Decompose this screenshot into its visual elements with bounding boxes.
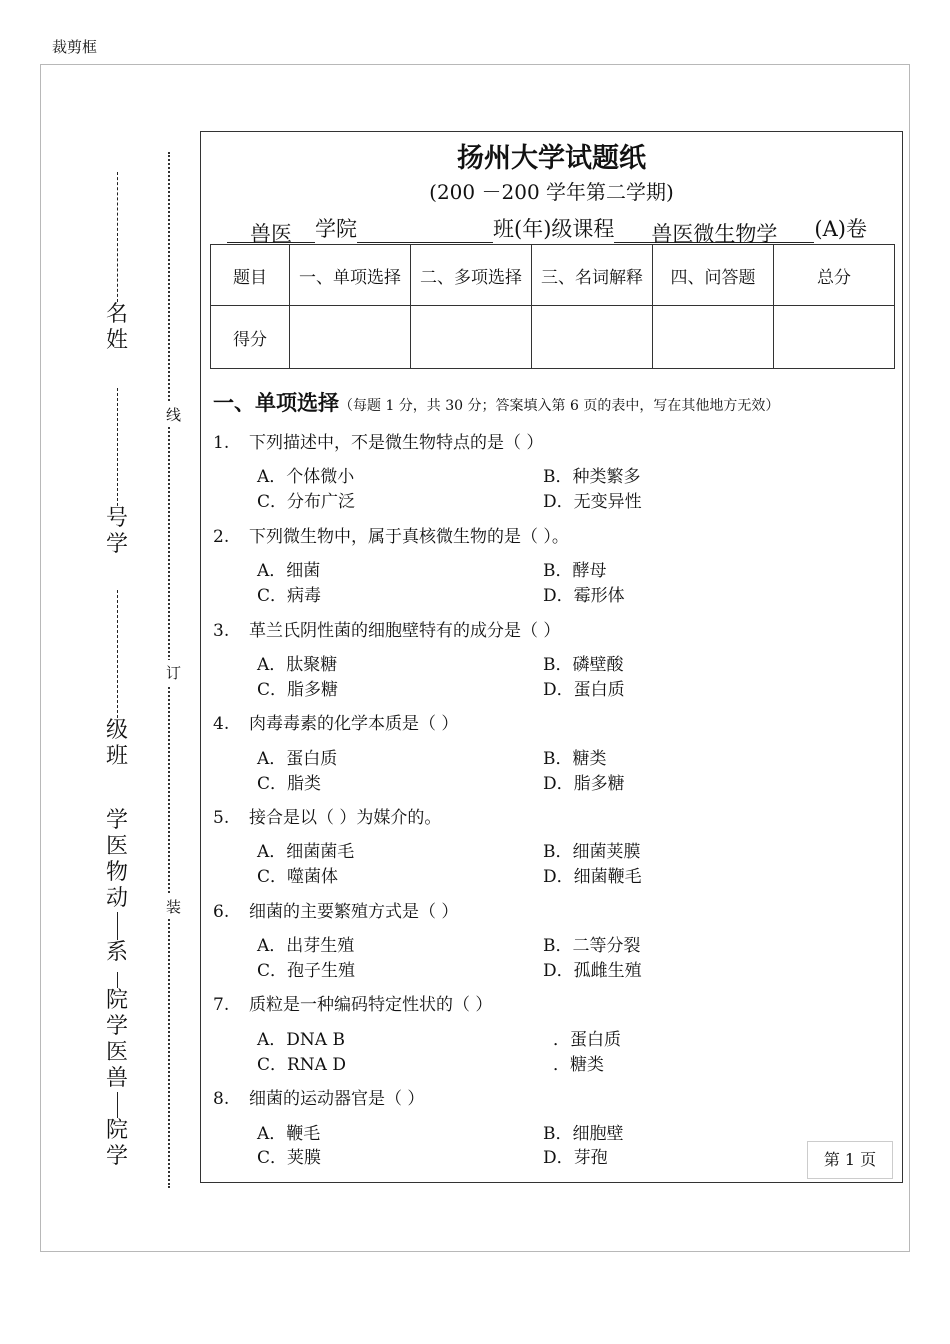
side-dept-field [104,808,130,966]
question-stem [213,990,492,1015]
side-college-line [117,1092,118,1118]
question-number: 4. [213,714,230,734]
question-number: 1. [213,433,230,453]
binding-word-staple: 订 [166,660,181,685]
option-b: B．细胞壁 [543,1124,624,1144]
exam-title: 扬州大学试题纸 [457,143,646,174]
question-stem [213,522,569,547]
side-student-id-line [117,388,118,506]
side-class-field [104,590,130,770]
side-class-line [117,590,118,718]
option-b: ．蛋白质 [553,1030,621,1050]
option-c: C．脂类 [257,774,322,794]
course-name-field: 兽医微生物学 [614,218,814,243]
option-c: C．脂多糖 [257,680,339,700]
section1-note: （每题 1 分，共 30 分；答案填入第 6 页的表中，写在其他地方无效） [339,398,780,414]
option-b: B．糖类 [543,749,607,769]
option-a: A．细菌菌毛 [257,842,355,862]
college-suffix: 学院 [315,217,357,241]
side-class-label: 级班 [105,718,128,769]
option-d: D．细菌鞭毛 [543,867,642,887]
option-b: B．种类繁多 [543,467,641,487]
score-cell [411,306,532,369]
score-row-label: 得分 [211,306,290,369]
section1-heading [213,387,779,417]
option-d: D．蛋白质 [543,680,625,700]
question-text: 细菌的运动器官是（ ） [249,1089,425,1109]
question-text: 质粒是一种编码特定性状的（ ） [249,995,493,1015]
question-text: 肉毒毒素的化学本质是（ ） [249,714,459,734]
binding-word-bind: 装 [166,894,181,919]
score-header-section1: 一、单项选择 [290,245,411,306]
score-table-score-row [211,306,895,369]
question-number: 6. [213,902,230,922]
option-d: ．糖类 [553,1055,604,1075]
class-field [357,218,493,243]
option-a: A．出芽生殖 [257,936,355,956]
section1-title: 一、单项选择 [213,390,339,415]
option-b: B．细菌荚膜 [543,842,641,862]
paper-type: (A)卷 [814,217,867,241]
side-name-field [104,172,130,354]
option-d: D．脂多糖 [543,774,625,794]
college-field: 兽医 [227,218,315,243]
option-b: B．磷壁酸 [543,655,624,675]
question-number: 7. [213,995,230,1015]
option-d: D．无变异性 [543,492,642,512]
score-table-header-row [211,245,895,306]
question-stem [213,1084,424,1109]
question-text: 革兰氏阴性菌的细胞壁特有的成分是（ ） [249,621,561,641]
side-name-line [117,172,118,302]
question-stem [213,897,458,922]
side-college-field [104,972,130,1170]
question-number: 5. [213,808,230,828]
side-name-label: 名姓 [105,302,128,353]
side-college-value: 院学医兽 [105,988,128,1091]
question-stem [213,428,543,453]
option-d: D．孤雌生殖 [543,961,642,981]
side-dept-label: 系 [105,940,128,965]
course-line [227,213,867,246]
score-header-section3: 三、名词解释 [532,245,653,306]
question-number: 3. [213,621,230,641]
side-dept-value: 学医物动 [105,808,128,911]
option-c: C．分布广泛 [257,492,356,512]
question-number: 2. [213,527,230,547]
option-c: C．病毒 [257,586,322,606]
side-college-label: 院学 [105,1118,128,1169]
side-dept-line [117,912,118,940]
question-text: 细菌的主要繁殖方式是（ ） [249,902,459,922]
option-b: B．酵母 [543,561,607,581]
exam-term: (200 －200 学年第二学期) [429,180,674,204]
score-header-section2: 二、多项选择 [411,245,532,306]
option-a: A．鞭毛 [257,1124,321,1144]
question-text: 下列微生物中，属于真核微生物的是（ ）。 [249,527,569,547]
side-college-top-line [117,972,118,988]
option-b: B．二等分裂 [543,936,641,956]
option-d: D．芽孢 [543,1148,608,1168]
option-a: A．个体微小 [257,467,355,487]
option-d: D．霉形体 [543,586,625,606]
binding-word-line: 线 [166,402,181,427]
page-number: 第 1 页 [807,1141,893,1179]
crop-frame-label: 裁剪框 [52,38,98,56]
option-c: C．荚膜 [257,1148,322,1168]
score-cell [290,306,411,369]
score-table [210,244,895,369]
score-cell [653,306,774,369]
question-number: 8. [213,1089,230,1109]
question-stem [213,616,560,641]
question-text: 下列描述中，不是微生物特点的是（ ） [249,433,544,453]
question-text: 接合是以（ ）为媒介的。 [249,808,442,828]
class-suffix: 班(年)级课程 [493,217,615,241]
side-student-id-field [104,388,130,558]
option-c: C．噬菌体 [257,867,339,887]
option-c: C．RNA D [257,1055,346,1075]
option-a: A．细菌 [257,561,321,581]
score-cell [532,306,653,369]
score-header-section4: 四、问答题 [653,245,774,306]
side-student-id-label: 号学 [105,506,128,557]
score-header-total: 总分 [774,245,895,306]
score-header-item: 题目 [211,245,290,306]
question-stem [213,709,458,734]
exam-paper [200,131,903,1183]
score-cell [774,306,895,369]
question-stem [213,803,441,828]
option-c: C．孢子生殖 [257,961,356,981]
option-a: A．肽聚糖 [257,655,338,675]
option-a: A．DNA B [257,1030,345,1050]
option-a: A．蛋白质 [257,749,338,769]
